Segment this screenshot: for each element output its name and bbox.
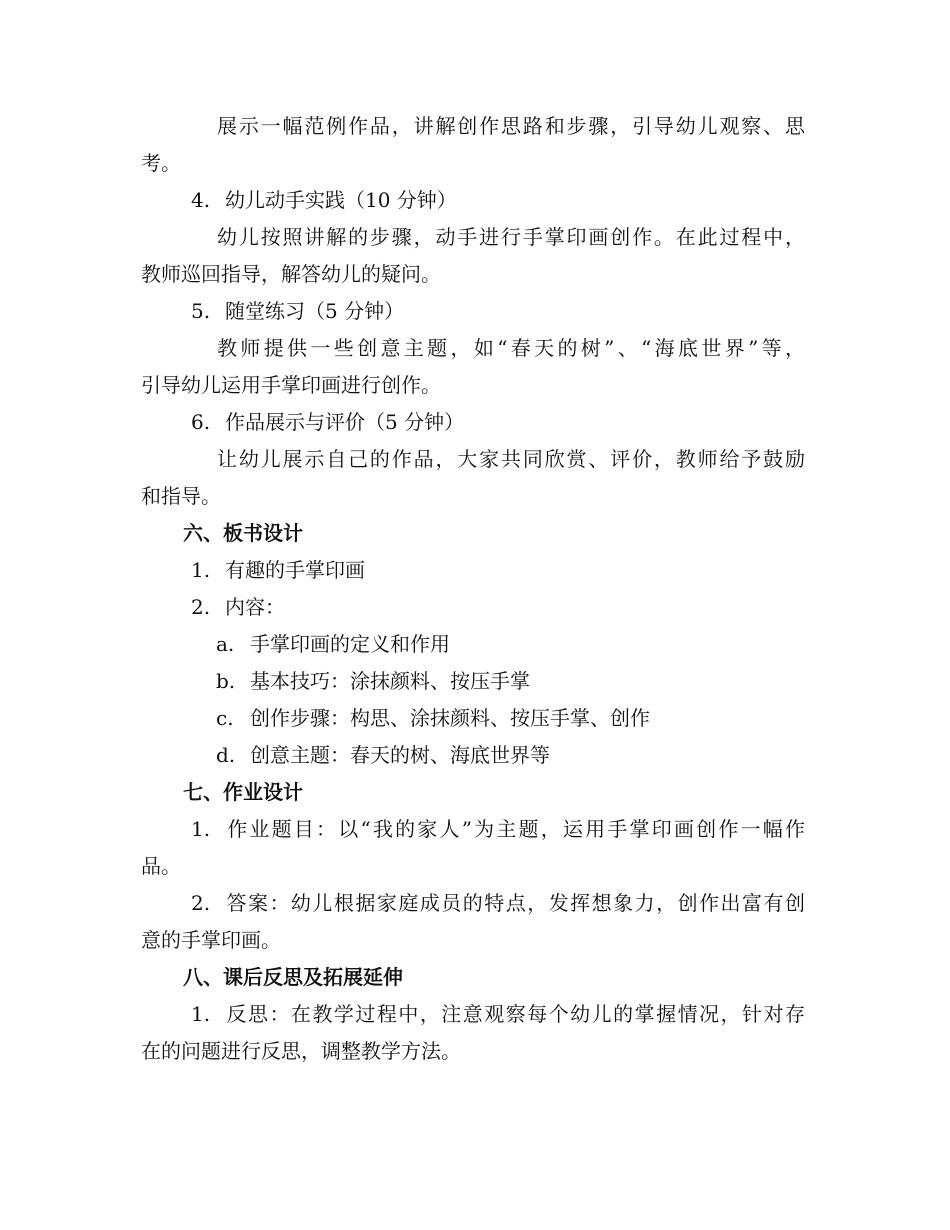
list-item: 2. 内容： [191, 595, 285, 619]
paragraph-line: 引导幼儿运用手掌印画进行创作。 [141, 373, 441, 397]
paragraph-line: 品。 [141, 854, 181, 878]
sub-list-item: d. 创意主题：春天的树、海底世界等 [216, 743, 550, 767]
paragraph-line: 让幼儿展示自己的作品，大家共同欣赏、评价，教师给予鼓励 [217, 447, 805, 471]
list-item: 1. 有趣的手掌印画 [191, 558, 365, 582]
list-item: 6. 作品展示与评价（5 分钟） [191, 410, 465, 434]
list-item: 2. 答案：幼儿根据家庭成员的特点，发挥想象力，创作出富有创 [191, 891, 805, 915]
paragraph-line: 在的问题进行反思，调整教学方法。 [141, 1039, 461, 1063]
paragraph-line: 展示一幅范例作品，讲解创作思路和步骤，引导幼儿观察、思 [217, 114, 805, 138]
list-item: 1. 反思：在教学过程中，注意观察每个幼儿的掌握情况，针对存 [191, 1002, 805, 1026]
paragraph-line: 教师提供一些创意主题，如“春天的树”、“海底世界”等， [217, 336, 805, 360]
sub-list-item: c. 创作步骤：构思、涂抹颜料、按压手掌、创作 [216, 706, 650, 730]
paragraph-line: 和指导。 [141, 484, 221, 508]
sub-list-item: a. 手掌印画的定义和作用 [216, 632, 450, 656]
document-body [141, 108, 805, 1070]
paragraph-line: 考。 [141, 151, 181, 175]
paragraph-line: 教师巡回指导，解答幼儿的疑问。 [141, 262, 441, 286]
sub-list-item: b. 基本技巧：涂抹颜料、按压手掌 [216, 669, 530, 693]
section-heading: 七、作业设计 [183, 780, 303, 804]
list-item: 4. 幼儿动手实践（10 分钟） [191, 188, 457, 212]
section-heading: 六、板书设计 [183, 521, 303, 545]
paragraph-line: 意的手掌印画。 [141, 928, 281, 952]
list-item: 5. 随堂练习（5 分钟） [191, 299, 405, 323]
paragraph-line: 幼儿按照讲解的步骤，动手进行手掌印画创作。在此过程中， [217, 225, 805, 249]
list-item: 1. 作业题目：以“我的家人”为主题，运用手掌印画创作一幅作 [191, 817, 805, 841]
section-heading: 八、课后反思及拓展延伸 [183, 965, 403, 989]
